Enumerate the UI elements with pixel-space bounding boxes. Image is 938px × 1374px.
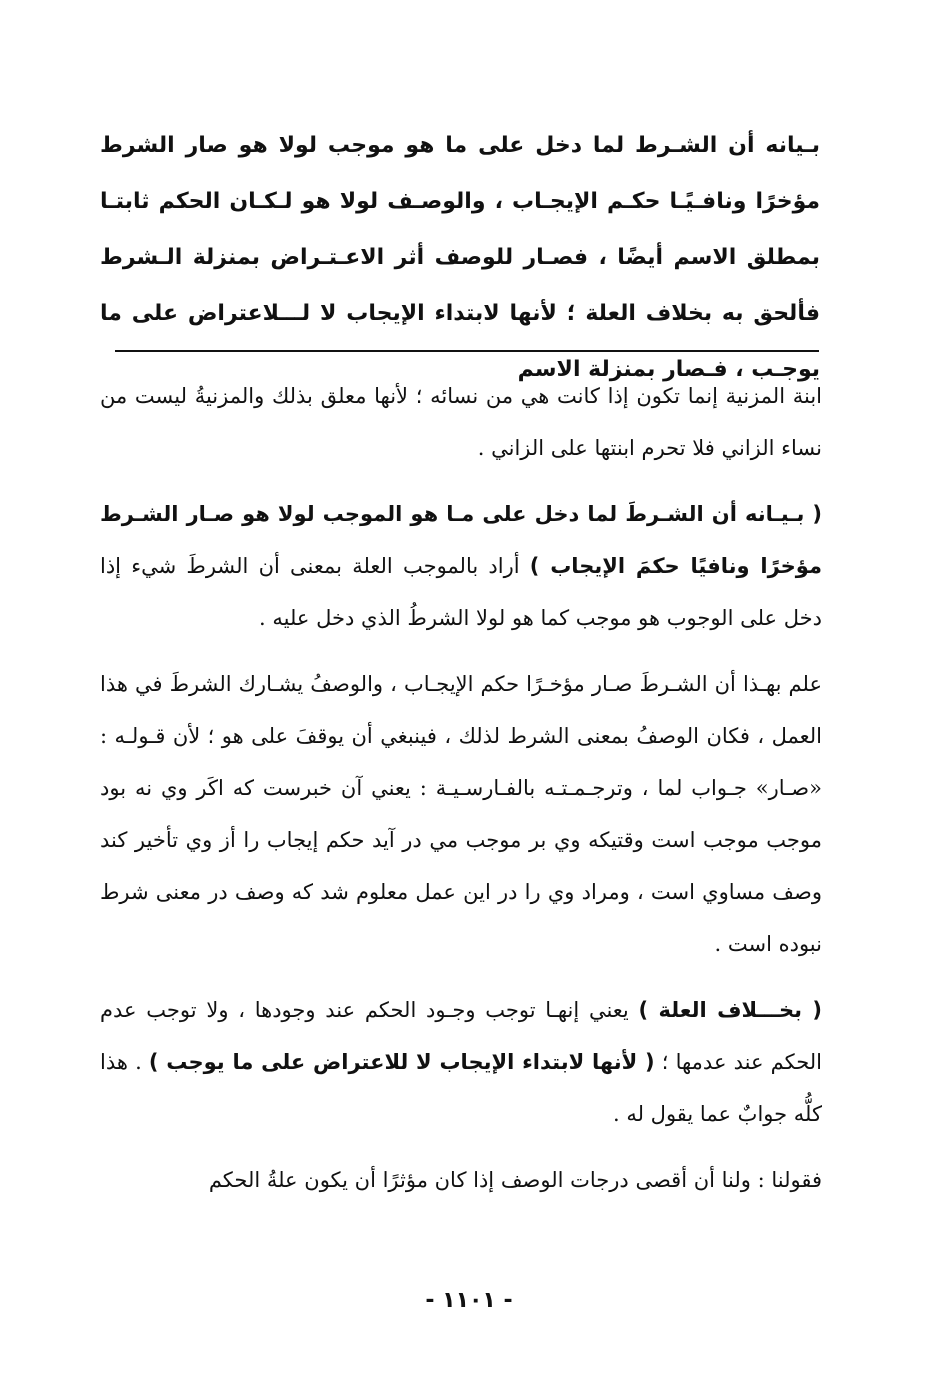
main-text-block xyxy=(100,118,820,398)
footnote-separator-line xyxy=(115,350,819,352)
commentary-paragraph-3: علم بهـذا أن الشـرطَ صـار مؤخـرًا حكم الإيجـاب ، والوصفُ يشـارك الشرطَ في هذا العمل ، فكان الوصفُ بمعنى الشرط لذلك ، فينبغي أن يوقفَ على هو ؛ لأن قـولـه : «صـار» جـواب لما ، وترجـمـتـه بالفـارسـيـة : يعني آن خبرست كه اكَر وي نه بود موجب موجب است وقتيكه وي بر موجب مي در آيد حكم إيجاب را أز وي تأخير كند وصف مساوي است ، ومراد وي را در اين عمل معلوم شد كه وصف در معنى شرط نبوده است . xyxy=(100,672,822,956)
commentary-paragraph-4 xyxy=(100,984,822,1140)
explanation-text-2: يعني إنهـا توجب وجـود الحكم عند وجودها ، ولا توجب عدم الحكم عند عدمها ؛ xyxy=(100,998,822,1074)
quoted-matn-1: ( بـيـانه أن الشـرطَ لما دخل على مـا هو الموجب لولا هو صـار الشـرط مؤخرًا ونافيًا حكمَ الإيجاب ) xyxy=(100,502,822,578)
commentary-paragraph-1: ابنة المزنية إنما تكون إذا كانت هي من نسائه ؛ لأنها معلق بذلك والمزنيةُ ليست من نساء الزاني فلا تحرم ابنتها على الزاني . xyxy=(100,384,822,460)
commentary-block xyxy=(100,370,822,1220)
quoted-matn-2: ( بخـــلاف العلة ) xyxy=(638,998,822,1022)
commentary-paragraph-2 xyxy=(100,488,822,644)
main-text-paragraph: بـيانه أن الشـرط لما دخل على ما هو موجب لولا هو صار الشرط مؤخرًا ونافـيًـا حكـم الإيجـاب ، والوصـف لولا هو لـكـان الحكم ثابتـا بمطلق الاسم أيضًا ، فصـار للوصف أثر الاعـتـراض بمنزلة الـشرط فألحق به بخلاف العلة ؛ لأنها لابتداء الإيجاب لا لـــلاعتراض على ما يوجـب ، فـصار بمنزلة الاسم xyxy=(100,133,820,382)
quoted-matn-3: ( لأنها لابتداء الإيجاب لا للاعتراض على ما يوجب ) xyxy=(148,1050,655,1074)
commentary-paragraph-5: فقولنا : ولنا أن أقصى درجات الوصف إذا كان مؤثرًا أن يكون علةُ الحكم xyxy=(208,1168,822,1192)
explanation-text-3: . هذا كلُّه جوابٌ عما يقول له . xyxy=(100,1050,822,1126)
page-number: - ١١٠١ - xyxy=(425,1288,513,1313)
explanation-text-1: أراد بالموجب العلة بمعنى أن الشرطَ شيء إذا دخل على الوجوب هو موجب كما هو لولا الشرطُ الذي دخل عليه . xyxy=(100,554,822,630)
